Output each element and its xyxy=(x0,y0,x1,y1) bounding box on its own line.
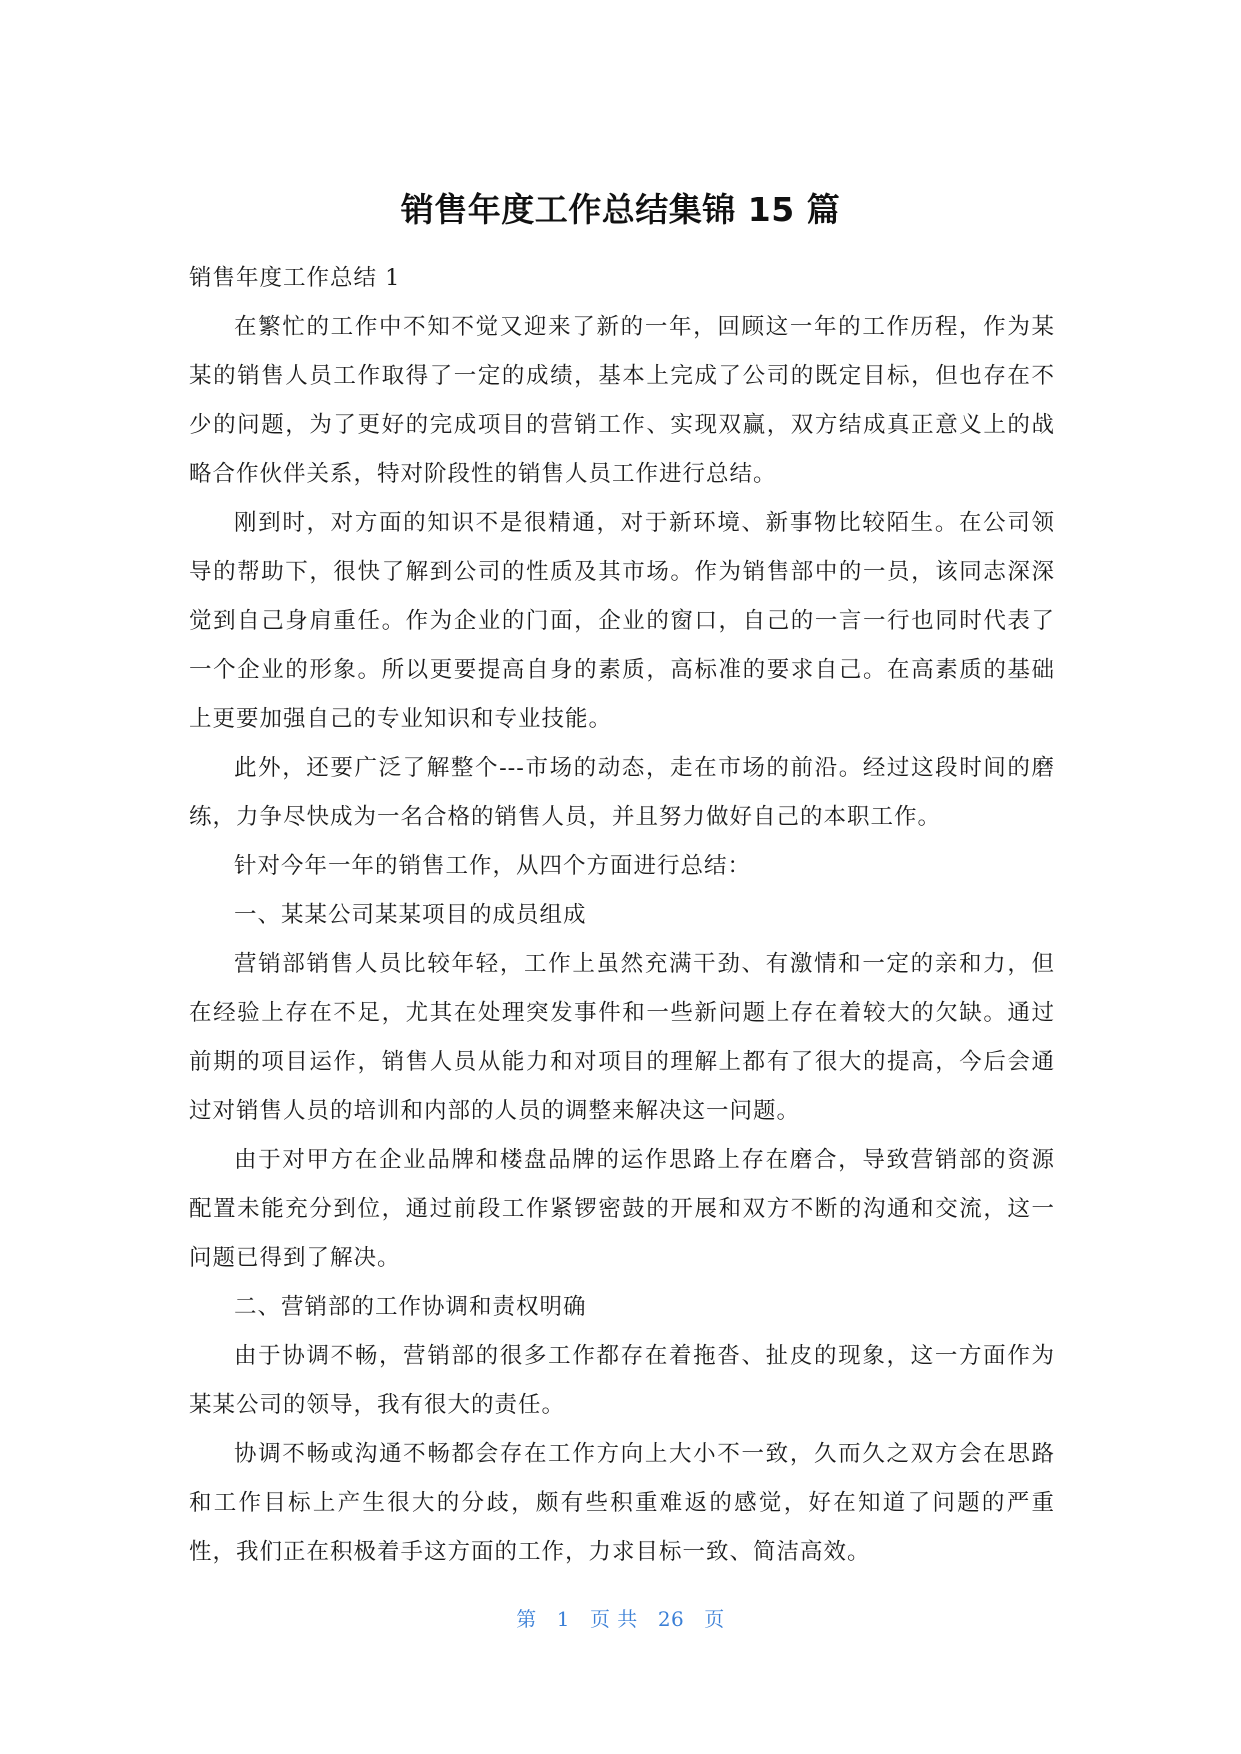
footer-label-page: 第 xyxy=(516,1607,537,1631)
subheading-1: 一、某某公司某某项目的成员组成 xyxy=(234,902,587,928)
document-body xyxy=(189,254,1055,1577)
paragraph-5: 营销部销售人员比较年轻，工作上虽然充满干劲、有激情和一定的亲和力，但在经验上存在不足，尤其在处理突发事件和一些新问题上存在着较大的欠缺。通过前期的项目运作，销售人员从能力和对项目的理解上都有了很大的提高，今后会通过对销售人员的培训和内部的人员的调整来解决这一问题。 xyxy=(189,951,1055,1124)
paragraph-4: 针对今年一年的销售工作，从四个方面进行总结： xyxy=(234,853,752,879)
paragraph-3: 此外，还要广泛了解整个---市场的动态，走在市场的前沿。经过这段时间的磨练，力争尽快成为一名合格的销售人员，并且努力做好自己的本职工作。 xyxy=(189,755,1055,830)
footer-label-end: 页 xyxy=(704,1607,725,1631)
document-title: 销售年度工作总结集锦 15 篇 xyxy=(400,190,841,229)
footer-total-pages: 26 xyxy=(657,1607,685,1631)
paragraph-1: 在繁忙的工作中不知不觉又迎来了新的一年，回顾这一年的工作历程，作为某某的销售人员工作取得了一定的成绩，基本上完成了公司的既定目标，但也存在不少的问题，为了更好的完成项目的营销工作、实现双赢，双方结成真正意义上的战略合作伙伴关系，特对阶段性的销售人员工作进行总结。 xyxy=(189,314,1055,487)
footer-label-of: 页 共 xyxy=(589,1607,638,1631)
section-heading: 销售年度工作总结 1 xyxy=(189,265,401,291)
footer-current-page: 1 xyxy=(556,1607,570,1631)
paragraph-8: 协调不畅或沟通不畅都会存在工作方向上大小不一致，久而久之双方会在思路和工作目标上产生很大的分歧，颇有些积重难返的感觉，好在知道了问题的严重性，我们正在积极着手这方面的工作，力求目标一致、简洁高效。 xyxy=(189,1441,1055,1565)
paragraph-6: 由于对甲方在企业品牌和楼盘品牌的运作思路上存在磨合，导致营销部的资源配置未能充分到位，通过前段工作紧锣密鼓的开展和双方不断的沟通和交流，这一问题已得到了解决。 xyxy=(189,1147,1055,1271)
paragraph-2: 刚到时，对方面的知识不是很精通，对于新环境、新事物比较陌生。在公司领导的帮助下，很快了解到公司的性质及其市场。作为销售部中的一员，该同志深深觉到自己身肩重任。作为企业的门面，企业的窗口，自己的一言一行也同时代表了一个企业的形象。所以更要提高自身的素质，高标准的要求自己。在高素质的基础上更要加强自己的专业知识和专业技能。 xyxy=(189,510,1055,732)
subheading-2: 二、营销部的工作协调和责权明确 xyxy=(234,1294,587,1320)
paragraph-7: 由于协调不畅，营销部的很多工作都存在着拖沓、扯皮的现象，这一方面作为某某公司的领导，我有很大的责任。 xyxy=(189,1343,1055,1418)
page-footer xyxy=(0,1604,1241,1634)
